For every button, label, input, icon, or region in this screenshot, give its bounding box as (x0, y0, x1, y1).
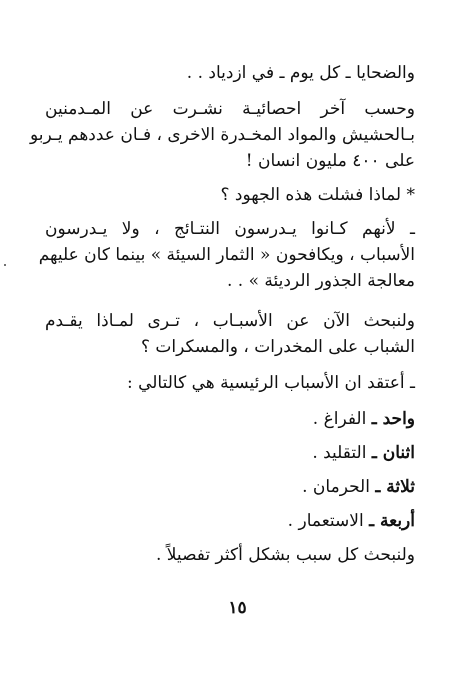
text-line: معالجة الجذور الرديئة » . . (226, 271, 415, 291)
list-item-label: واحد ـ (371, 409, 415, 429)
list-item-text: الفراغ . (312, 409, 367, 429)
text-line: ـ أعتقد ان الأسباب الرئيسية هي كالتالي : (126, 373, 415, 393)
text-line: الشباب على المخدرات ، والمسكرات ؟ (140, 337, 415, 357)
list-item-label: اثنان ـ (371, 443, 415, 463)
list-item-text: التقليد . (312, 443, 367, 463)
text-line: والضحايا ـ كل يوم ـ في ازدياد . . (186, 63, 415, 83)
text-line: ولنبحث الآن عن الأسبـاب ، تـرى لمـاذا يقـدم (45, 311, 415, 331)
list-item-text: الاستعمار . (287, 511, 364, 531)
text-line: ـ لأنهم كـانوا يـدرسون النتـائج ، ولا يـدرسون (45, 219, 415, 239)
page-number: ١٥ (228, 598, 247, 618)
list-item-label: ثلاثة ـ (375, 477, 415, 497)
text-line: على ٤٠٠ مليون انسان ! (245, 151, 415, 171)
list-item (45, 510, 415, 532)
scan-speck (4, 264, 6, 266)
list-item (45, 408, 415, 430)
text-line: بـالحشيش والمواد المخـدرة الاخرى ، فـان عددهم يـربو (30, 125, 415, 145)
list-item-label: أربعة ـ (369, 511, 415, 531)
list-item (45, 476, 415, 498)
question-line: * لماذا فشلت هذه الجهود ؟ (220, 185, 415, 205)
closing-line: ولنبحث كل سبب بشكل أكثر تفصيلاً . (155, 545, 415, 565)
text-line: الأسباب ، ويكافحون « الثمار السيئة » بينما كان عليهم (38, 245, 415, 265)
list-item-text: الحرمان . (302, 477, 370, 497)
list-item (45, 442, 415, 464)
text-line: وحسب آخر احصائيـة نشـرت عن المـدمنين (45, 99, 415, 119)
